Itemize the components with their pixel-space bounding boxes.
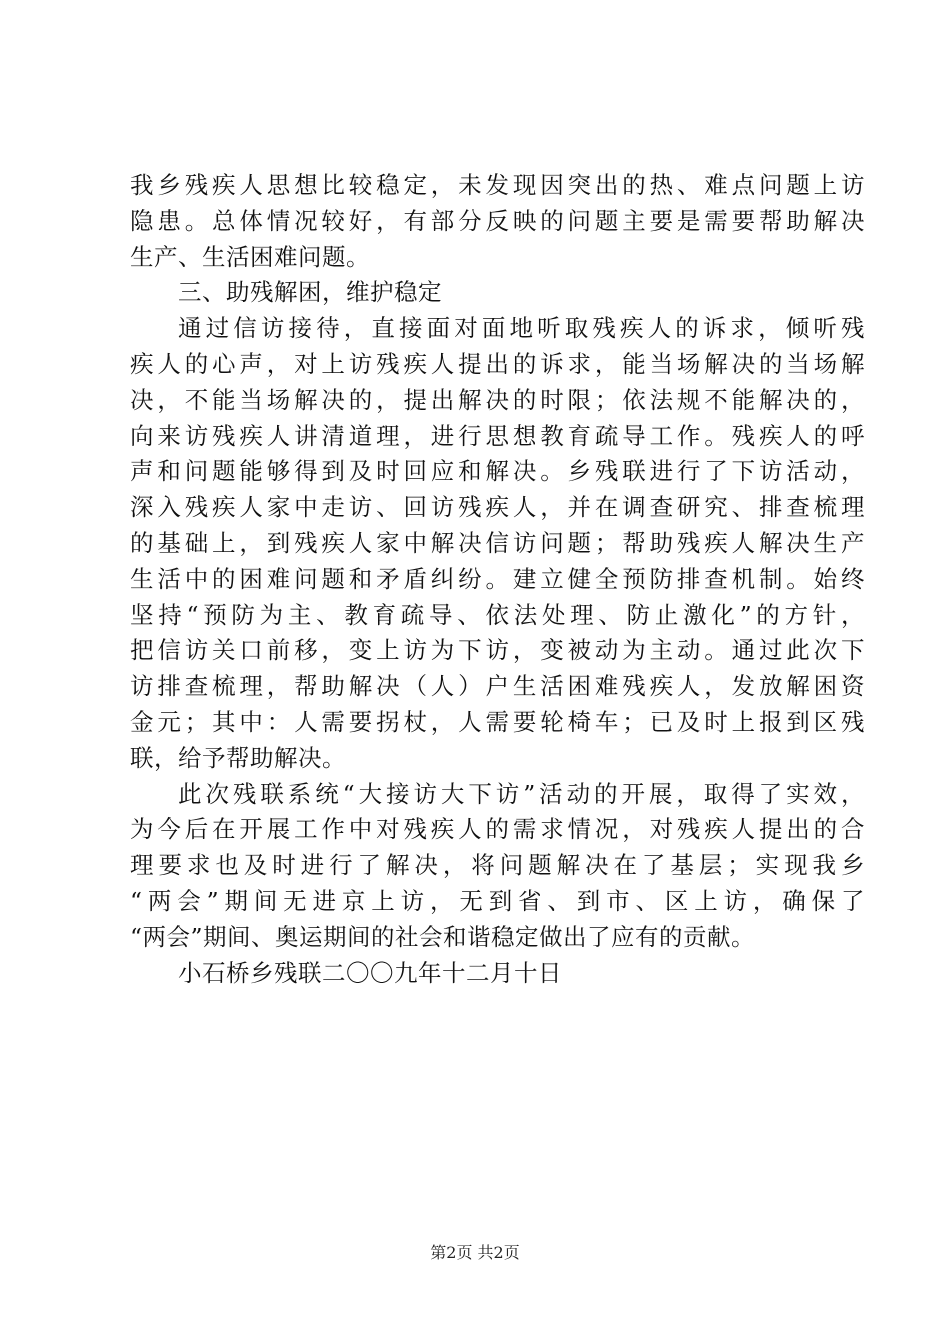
text-line: 深入残疾人家中走访、回访残疾人，并在调查研究、排查梳理 (130, 493, 865, 522)
text-line: 为今后在开展工作中对残疾人的需求情况，对残疾人提出的合 (130, 815, 865, 844)
text-line: 生产、生活困难问题。 (130, 242, 370, 271)
text-line: 小石桥乡残联二〇〇九年十二月十日 (178, 958, 562, 987)
text-line: 金元；其中：人需要拐杖，人需要轮椅车；已及时上报到区残 (130, 707, 865, 736)
text-line: “两会”期间、奥运期间的社会和谐稳定做出了应有的贡献。 (130, 922, 756, 951)
text-line: 我乡残疾人思想比较稳定，未发现因突出的热、难点问题上访 (130, 171, 865, 199)
text-line: 生活中的困难问题和矛盾纠纷。建立健全预防排查机制。始终 (130, 564, 865, 593)
text-line: 声和问题能够得到及时回应和解决。乡残联进行了下访活动， (130, 457, 865, 486)
text-line: 坚持“预防为主、教育疏导、依法处理、防止激化”的方针， (130, 600, 865, 629)
page-footer: 第2页 共2页 (430, 1243, 520, 1262)
text-line: 此次残联系统“大接访大下访”活动的开展，取得了实效， (178, 779, 865, 808)
text-line: 向来访残疾人讲清道理，进行思想教育疏导工作。残疾人的呼 (130, 421, 865, 450)
text-line: 决，不能当场解决的，提出解决的时限；依法规不能解决的， (130, 385, 865, 414)
text-line: 把信访关口前移，变上访为下访，变被动为主动。通过此次下 (130, 636, 865, 665)
text-line: 疾人的心声，对上访残疾人提出的诉求，能当场解决的当场解 (130, 349, 865, 378)
text-line: 三、助残解困，维护稳定 (178, 278, 442, 307)
text-line: 联，给予帮助解决。 (130, 743, 346, 772)
text-line: 通过信访接待，直接面对面地听取残疾人的诉求，倾听残 (178, 314, 865, 343)
text-line: 访排查梳理，帮助解决（人）户生活困难残疾人，发放解困资 (130, 672, 865, 701)
text-line: 的基础上，到残疾人家中解决信访问题；帮助残疾人解决生产 (130, 528, 865, 557)
text-line: “两会”期间无进京上访，无到省、到市、区上访，确保了 (130, 886, 865, 915)
text-line: 理要求也及时进行了解决，将问题解决在了基层；实现我乡 (130, 851, 865, 880)
text-line: 隐患。总体情况较好，有部分反映的问题主要是需要帮助解决 (130, 206, 865, 235)
text-lines (130, 168, 865, 991)
document-body (130, 168, 865, 991)
